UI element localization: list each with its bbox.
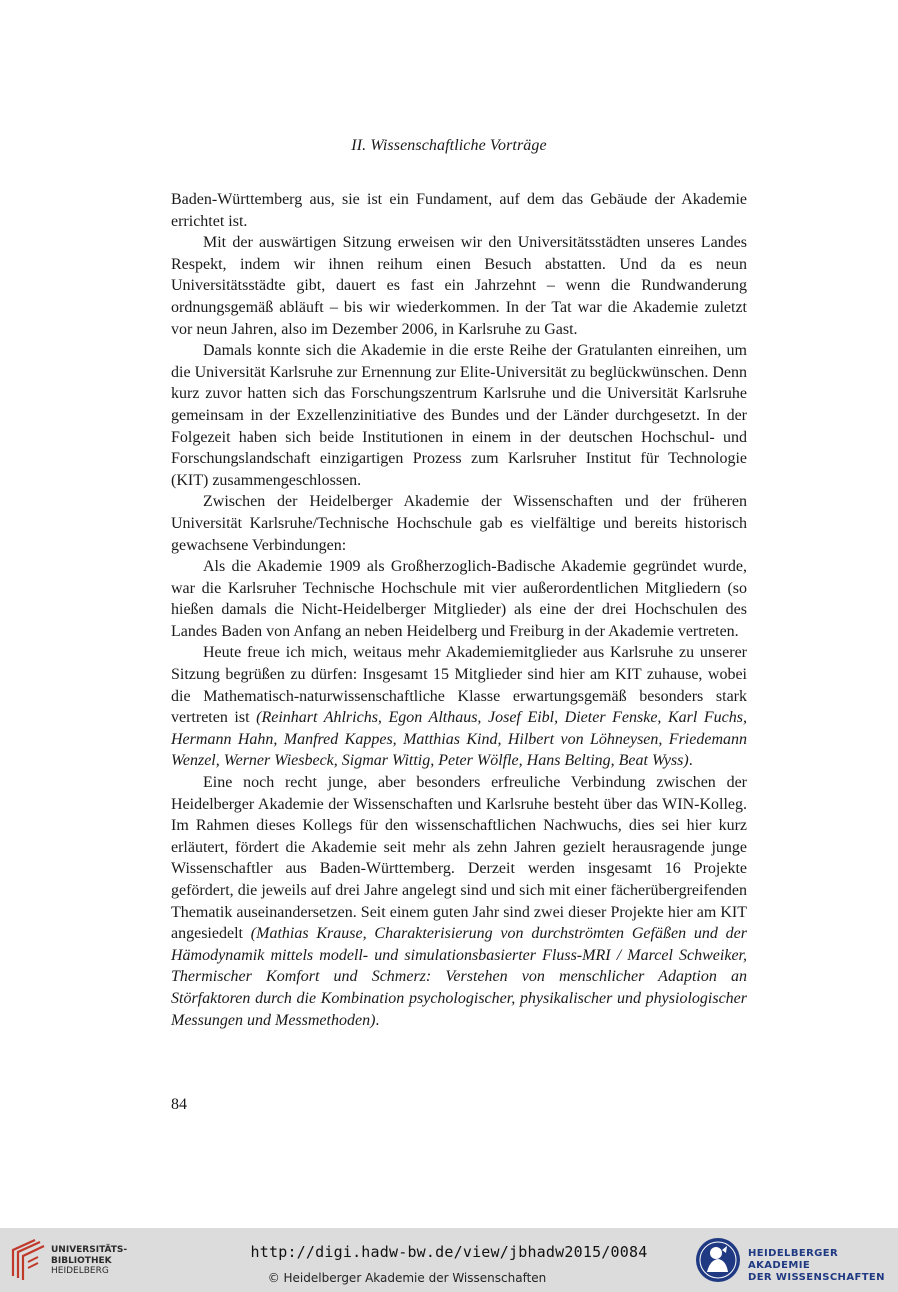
running-head: II. Wissenschaftliche Vorträge xyxy=(351,137,547,154)
page-number: 84 xyxy=(171,1096,187,1113)
copyright-notice: © Heidelberger Akademie der Wissenschaften xyxy=(267,1271,547,1285)
paragraph-3: Damals konnte sich die Akademie in die erste Reihe der Gratulanten einreihen, um die Universität Karlsruhe zur Ernennung zur Elite-Universität zu beglückwünschen. Denn kurz zuvor hatten sich das Forschungszentrum Karlsruhe und die Universität Karlsruhe gemeinsam in der Exzellenzinitiative des Bundes und der Länder durchgesetzt. In der Folgezeit haben sich beide Institutionen in einem in der deutschen Hochschul- und Forschungslandschaft einzigartigen Prozess zum Karlsruher Institut für Technologie (KIT) zusammengeschlossen. xyxy=(171,342,747,489)
paragraph-7 xyxy=(171,772,747,1031)
academy-name xyxy=(748,1248,894,1284)
library-line-1: UNIVERSITÄTS- xyxy=(51,1245,128,1255)
paragraph-7-end: . xyxy=(375,1011,380,1029)
permalink-url[interactable]: http://digi.hadw-bw.de/view/jbhadw2015/0084 xyxy=(250,1243,648,1261)
library-line-2: BIBLIOTHEK xyxy=(51,1255,112,1266)
library-line-3: HEIDELBERG xyxy=(51,1266,109,1276)
paragraph-4: Zwischen der Heidelberger Akademie der Wissenschaften und der früheren Universität Karlsruhe/Technische Hochschule gab es vielfältige und bereits historisch gewachsene Verbindungen: xyxy=(171,493,747,554)
academy-line-1: HEIDELBERGER AKADEMIE xyxy=(748,1248,839,1271)
paragraph-7-projects: (Mathias Krause, Charakterisierung von durchströmten Gefäßen und der Hämodynamik mittels modell- und simulationsbasierter Fluss-MRI / Marcel Schweiker, Thermischer Komfort und Schmerz: Verstehen von menschlicher Adaption an Störfaktoren durch die Kombination psychologischer, physikalischer und physiologischer Messungen und Messmethoden) xyxy=(171,925,747,1029)
academy-logo[interactable] xyxy=(694,1235,894,1285)
paragraph-6 xyxy=(171,642,747,772)
footer-bar xyxy=(0,1228,898,1292)
paragraph-6-text: Heute freue ich mich, weitaus mehr Akademiemitglieder aus Karlsruhe zu unserer Sitzung begrüßen zu dürfen: Insgesamt 15 Mitglieder sind hier am KIT zuhause, wobei die Mathematisch-naturwissenschaftliche Klasse erwartungsgemäß besonders stark vertreten ist xyxy=(171,644,747,727)
paragraph-5: Als die Akademie 1909 als Großherzoglich-Badische Akademie gegründet wurde, war die Karlsruher Technische Hochschule mit vier außerordentlichen Mitgliedern (so hießen damals die Nicht-Heidelberger Mitglieder) als eine der drei Hochschulen des Landes Baden von Anfang an neben Heidelberg und Freiburg in der Akademie vertreten. xyxy=(171,558,747,640)
paragraph-1: Baden-Württemberg aus, sie ist ein Fundament, auf dem das Gebäude der Akademie errichtet ist. xyxy=(171,191,747,230)
hadw-seal-icon xyxy=(694,1236,742,1284)
body-text xyxy=(171,189,747,1031)
paragraph-7-text: Eine noch recht junge, aber besonders erfreuliche Verbindung zwischen der Heidelberger Akademie der Wissenschaften und Karlsruhe besteht über das WIN-Kolleg. Im Rahmen dieses Kollegs für den wissenschaftlichen Nachwuchs, dies sei hier kurz erläutert, fördert die Akademie seit mehr als zehn Jahren gezielt herausragende junge Wissenschaftler aus Baden-Württemberg. Derzeit werden insgesamt 16 Projekte gefördert, die jeweils auf drei Jahre angelegt sind und sich mit einer fächerübergreifenden Thematik auseinandersetzen. Seit einem guten Jahr sind zwei dieser Projekte hier am KIT angesiedelt xyxy=(171,774,747,943)
academy-line-2: DER WISSENSCHAFTEN xyxy=(748,1272,885,1283)
paragraph-6-members: (Reinhart Ahlrichs, Egon Althaus, Josef Eibl, Dieter Fenske, Karl Fuchs, Hermann Hahn, Manfred Kappes, Matthias Kind, Hilbert von Löhneysen, Friedemann Wenzel, Werner Wiesbeck, Sigmar Wittig, Peter Wölfle, Hans Belting, Beat Wyss) xyxy=(171,709,747,770)
paragraph-6-end: . xyxy=(688,752,693,770)
paragraph-2: Mit der auswärtigen Sitzung erweisen wir den Universitätsstädten unseres Landes Respekt, indem wir ihnen reihum einen Besuch abstatten. Und da es neun Universitätsstädte gibt, dauert es fast ein Jahrzehnt – wenn die Rundwanderung ordnungsgemäß abläuft – bis wir wiederkommen. In der Tat war die Akademie zuletzt vor neun Jahren, also im Dezember 2006, in Karlsruhe zu Gast. xyxy=(171,234,747,338)
